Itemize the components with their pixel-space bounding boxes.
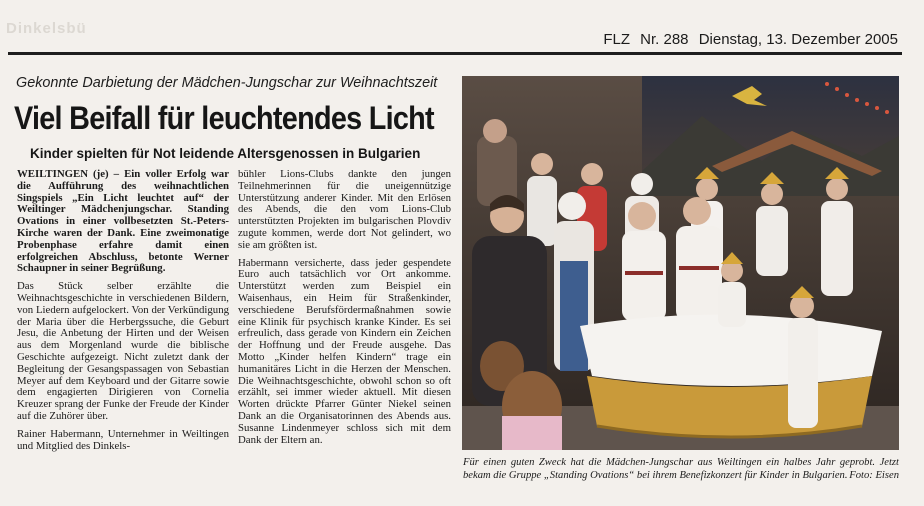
body-paragraph: Das Stück selber erzählte die Weihnachtsgeschichte in verschiedenen Bildern, von Liedern aufgelockert. Von der Verkündigung der Maria über die Herbergssuche, die Geburt Jesu, die Anbetung der Hirten und der Weisen aus dem Morgenland wurde die biblische Geschichte aufgezeigt. Nicht zuletzt dank der Begleitung der Gesangspassagen von Sebastian Meyer auf dem Keyboard und der Gitarre sowie dem engagierten Dirigieren von Cornelia Kreuzer sprang der Funke der Freude der Kinder auf die Zuhörer über.	[17, 280, 229, 422]
ghost-section-header: Dinkelsbü	[6, 20, 87, 37]
nativity-play-photo	[462, 76, 899, 450]
body-paragraph: bühler Lions-Clubs dankte den jungen Teilnehmerinnen für die uneigennützige Unterstützung anderer Kinder. Mit den Erlösen des Abends, die den vom Lions-Club unterstützten Projekten im bulgarischen Plovdiv zugute kommen, werde dort Not gelindert, wo sie am größten ist.	[238, 168, 451, 251]
paper-name: FLZ	[603, 31, 630, 48]
caption-text: Für einen guten Zweck hat die Mädchen-Jungschar aus Weiltingen ein halbes Jahr geprobt. Jetzt bekam die Gruppe „Standing Ovations“ bei ihrem Benefizkonzert für Kinder in Bulgarien.	[463, 457, 899, 481]
photo-credit: Foto: Eisen	[849, 469, 899, 481]
article-column-2	[238, 169, 451, 452]
body-paragraph: Habermann versicherte, dass jeder gespendete Euro auch tatsächlich vor Ort ankomme. Unterstützt werden zum Beispiel ein Waisenhaus, ein Heim für Straßenkinder, verschiedene Berufsfördermaßnahmen sowie eine Klinik für psychisch kranke Kinder. Es sei erfreulich, dass gerade von Kindern ein Zeichen der Hoffnung und der Freude ausgehe. Das Motto „Kinder helfen Kindern“ trage ein humanitäres Licht in die Herzen der Menschen. Die Weihnachtsgeschichte, obwohl schon so oft erzählt, sei immer wieder aktuell. Mit diesen Worten drückte Pfarrer Günter Niekel seinen Dank an die Organisatorinnen des Abends aus. Susanne Lindenmeyer schloss sich mit dem Dank der Eltern an.	[238, 256, 451, 446]
article-kicker: Gekonnte Darbietung der Mädchen-Jungschar zur Weihnachtszeit	[16, 75, 438, 91]
article-column-1	[17, 169, 229, 458]
lead-paragraph: WEILTINGEN (je) – Ein voller Erfolg war die Aufführung des weihnachtlichen Singspiels „Ein Licht leuchtet auf“ der Weiltinger Mädchenjungschar. Standing Ovations in einer vollbesetzten St.-Peters-Kirche waren der Dank. Eine zweimonatige Probenphase erfahre damit einen erfolgreichen Abschluss, betonte Werner Schaupner in seiner Begrüßung.	[17, 168, 229, 275]
article-subhead: Kinder spielten für Not leidende Altersgenossen in Bulgarien	[30, 146, 421, 161]
issue-number: Nr. 288	[640, 31, 689, 48]
photo-illustration	[462, 76, 899, 450]
issue-date: Dienstag, 13. Dezember 2005	[698, 31, 898, 48]
article-headline: Viel Beifall für leuchtendes Licht	[14, 100, 434, 136]
masthead	[597, 31, 898, 48]
photo-caption	[463, 457, 899, 482]
masthead-rule	[8, 52, 902, 55]
body-paragraph: Rainer Habermann, Unternehmer in Weiltingen und Mitglied des Dinkels-	[17, 427, 229, 452]
